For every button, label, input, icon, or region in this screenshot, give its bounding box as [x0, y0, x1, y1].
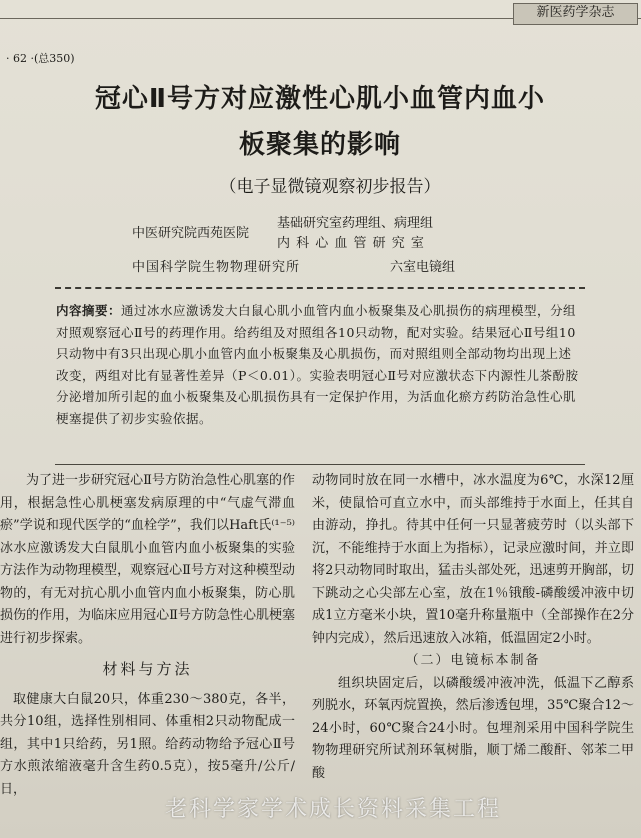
watermark-text: 老科学家学术成长资料采集工程 — [165, 797, 502, 822]
right-column — [312, 470, 634, 785]
affiliation-dept-2: 内 科 心 血 管 研 究 室 — [277, 236, 425, 251]
procedure-paragraph: 动物同时放在同一水槽中，冰水温度为6℃，水深12厘米，使鼠恰可直立水中，而头部维持于水面上，任其自由游动，挣扎。待其中任何一只显著疲劳时（以头部下沉，不能维持于水面上为指标），记录应激时间，并立即将2只动物同时取出，猛击头部处死，迅速剪开胸部，切下跳动之心尖部左心室，放在1％锇酸-磷酸缓冲液中切成1立方毫米小块，置10毫升称量瓶中（全部操作在2分钟内完成），然后迅速放入冰箱，低温固定2小时。 — [312, 473, 634, 646]
page-number: · 62 ·(总350) — [6, 52, 75, 65]
abstract-top-rule — [55, 287, 585, 289]
article-subtitle: （电子显微镜观察初步报告） — [219, 177, 441, 197]
abstract-label: 内容摘要： — [56, 303, 122, 318]
abstract-bottom-rule — [55, 464, 585, 465]
affiliation-institute-1: 中医研究院西苑医院 — [132, 226, 250, 241]
affiliation-dept-1: 基础研究室药理组、病理组 — [277, 216, 434, 231]
abstract-text: 通过冰水应激诱发大白鼠心肌小血管内血小板聚集及心肌损伤的病理模型，分组对照观察冠心Ⅱ号的药理作用。给药组及对照组各10只动物，配对实验。结果冠心Ⅱ号组10只动物中有3只出现心肌小血管内血小板聚集及心肌损伤，而对照组则全部动物均出现上述改变，两组对比有显著性差异（P＜0.01）。实验表明冠心Ⅱ号对应激状态下内源性儿茶酚胺分泌增加所引起的血小板聚集及心肌损伤具有一定保护作用，为活血化瘀方药防治急性心肌梗塞提供了初步实验依据。 — [56, 303, 579, 426]
affiliation-institute-2: 中国科学院生物物理研究所 — [132, 260, 301, 275]
intro-paragraph: 为了进一步研究冠心Ⅱ号方防治急性心肌塞的作用，根据急性心肌梗塞发病原理的中“气虚气滞血瘀”学说和现代医学的“血栓学”，我们以Haft氏⁽¹⁻⁵⁾冰水应激诱发大白鼠肌小血管内血小板聚集的实验方法作为动物理模型，观察冠心Ⅱ号方对这种模型动物的，有无对抗心肌小血管内血小板聚集，防心肌损伤的作用，为临床应用冠心Ⅱ号方防急性心肌梗塞进行初步探索。 — [0, 473, 295, 646]
specimen-paragraph: 组织块固定后，以磷酸缓冲液冲洗，低温下乙醇系列脱水，环氧丙烷置换，然后渗透包埋，35℃聚合12～24小时，60℃聚合24小时。包埋剂采用中国科学院生物物理研究所试剂环氧树脂，顺丁烯二酸酐、邻苯二甲酸 — [312, 675, 634, 781]
section-title: 材料与方法 — [102, 660, 193, 678]
left-column — [0, 470, 295, 801]
article-title — [40, 76, 600, 168]
journal-name: 新医药学杂志 — [513, 3, 638, 25]
methods-paragraph: 取健康大白鼠20只，体重230～380克，各半，共分10组，选择性别相同、体重相2只动物配成一组，其中1只给药，另1照。给药动物给予冠心Ⅱ号方水煎浓缩液毫升含生药0.5克），按5毫升/公斤/日， — [0, 691, 295, 797]
title-line-1: 冠心Ⅱ号方对应激性心肌小血管内血小 — [94, 84, 546, 114]
title-line-2: 板聚集的影响 — [238, 130, 401, 160]
affiliation-dept-3: 六室电镜组 — [390, 260, 456, 275]
subsection-title: （二）电镜标本制备 — [405, 653, 541, 668]
abstract — [56, 300, 580, 429]
